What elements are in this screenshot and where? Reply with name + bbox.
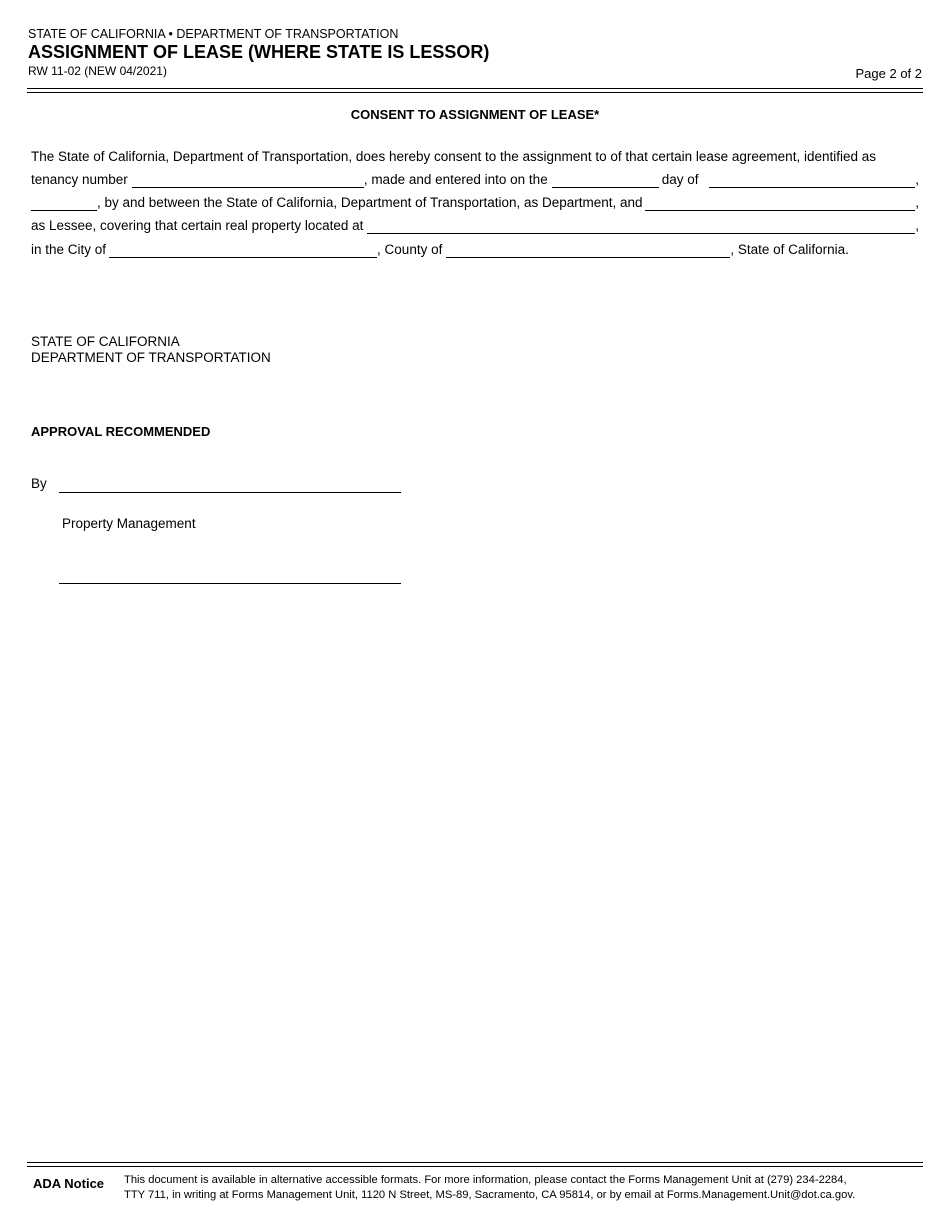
- ada-notice-label: ADA Notice: [33, 1176, 105, 1191]
- form-title: ASSIGNMENT OF LEASE (WHERE STATE IS LESSOR): [28, 42, 490, 62]
- approval-heading: APPROVAL RECOMMENDED: [31, 424, 211, 439]
- city-field[interactable]: [109, 241, 377, 258]
- signature-line-by[interactable]: [59, 492, 401, 493]
- header-rule-top: [27, 88, 923, 89]
- section-heading: CONSENT TO ASSIGNMENT OF LEASE*: [350, 107, 600, 122]
- property-location-field[interactable]: [367, 217, 915, 234]
- signature-department: DEPARTMENT OF TRANSPORTATION: [31, 350, 271, 365]
- consent-line-4: [31, 212, 919, 234]
- comma: ,: [915, 218, 919, 233]
- tenancy-number-field[interactable]: [132, 171, 364, 188]
- agency-name: STATE OF CALIFORNIA • DEPARTMENT OF TRANSPORTATION: [28, 27, 399, 41]
- ada-notice-line-2: TTY 711, in writing at Forms Management Unit, 1120 N Street, MS-89, Sacramento, CA 95814, or by email at Forms.Management.Unit@dot.ca.gov.: [124, 1189, 856, 1201]
- consent-intro-text: The State of California, Department of Transportation, does hereby consent to the assignment to of that certain lease agreement, identified as: [31, 149, 876, 164]
- by-label: By: [31, 476, 47, 491]
- property-location-label: as Lessee, covering that certain real property located at: [31, 218, 364, 233]
- city-label: in the City of: [31, 242, 107, 257]
- header-rule-bottom: [27, 92, 923, 93]
- consent-line-2: [31, 166, 919, 188]
- between-label: , by and between the State of California, Department of Transportation, as Department, and: [97, 195, 643, 210]
- form-number: RW 11-02 (NEW 04/2021): [28, 64, 167, 78]
- made-entered-label: , made and entered into on the: [363, 172, 548, 187]
- year-field[interactable]: [31, 194, 97, 211]
- county-field[interactable]: [446, 241, 730, 258]
- consent-line-1: [31, 143, 919, 165]
- day-of-label: day of: [661, 172, 699, 187]
- consent-line-5: [31, 236, 919, 258]
- ada-notice-line-1: This document is available in alternative accessible formats. For more information, please contact the Forms Management Unit at (279) 234-2284,: [124, 1174, 847, 1186]
- state-label: , State of California.: [730, 242, 849, 257]
- lessee-name-field[interactable]: [645, 194, 916, 211]
- consent-line-3: [31, 189, 919, 211]
- comma: ,: [915, 172, 919, 187]
- property-management-label: Property Management: [62, 516, 196, 531]
- ada-notice-text: [124, 1173, 855, 1203]
- county-label: , County of: [377, 242, 443, 257]
- footer-rule-bottom: [27, 1166, 923, 1167]
- signature-state: STATE OF CALIFORNIA: [31, 334, 180, 349]
- footer-rule-top: [27, 1162, 923, 1163]
- tenancy-number-label: tenancy number: [31, 172, 128, 187]
- month-year-field[interactable]: [709, 171, 915, 188]
- comma: ,: [915, 195, 919, 210]
- signature-line-2[interactable]: [59, 583, 401, 584]
- page-indicator: Page 2 of 2: [855, 66, 922, 81]
- day-field[interactable]: [552, 171, 659, 188]
